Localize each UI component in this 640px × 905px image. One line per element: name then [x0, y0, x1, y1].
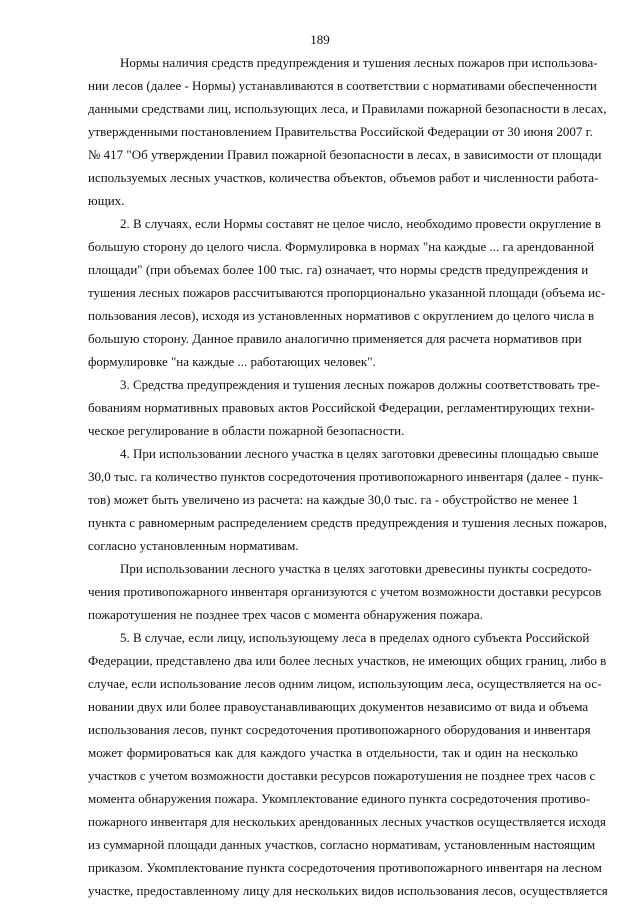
text-line: данными средствами лиц, использующих леса, и Правилами пожарной безопасности в лесах,	[88, 101, 607, 116]
text-line: утвержденными постановлением Правительства Российской Федерации от 30 июня 2007 г.	[88, 124, 593, 139]
text-line: пожарного инвентаря для нескольких арендованных лесных участков осуществляется исходя	[88, 814, 606, 829]
text-line: ющих.	[88, 193, 125, 208]
text-line: большую сторону. Данное правило аналогично применяется для расчета нормативов при	[88, 331, 582, 346]
text-line: тушения лесных пожаров рассчитываются пропорционально указанной площади (объема ис-	[88, 285, 606, 300]
text-line: 30,0 тыс. га количество пунктов сосредоточения противопожарного инвентаря (далее - пунк-	[88, 469, 604, 484]
text-line: 3. Средства предупреждения и тушения лесных пожаров должны соответствовать тре-	[120, 377, 600, 392]
text-line: При использовании лесного участка в целях заготовки древесины пункты сосредото-	[120, 561, 592, 576]
text-line: чения противопожарного инвентаря организуются с учетом возможности доставки ресурсов	[88, 584, 602, 599]
paragraph-3-requirements	[88, 373, 600, 442]
text-line: участков с учетом возможности доставки ресурсов пожаротушения не позднее трех часов с	[88, 768, 596, 783]
document-body	[88, 51, 608, 902]
text-line: может формироваться как для каждого участка в отдельности, так и один на несколько	[88, 745, 578, 760]
text-line: используемых лесных участков, количества объектов, объемов работ и численности работа-	[88, 170, 599, 185]
text-line: новании двух или более правоустанавливающих документов независимо от вида и объема	[88, 699, 589, 714]
text-line: использования лесов, пункт сосредоточения противопожарного оборудования и инвентаря	[88, 722, 591, 737]
page-number: 189	[310, 32, 330, 47]
text-line: 5. В случае, если лицу, использующему леса в пределах одного субъекта Российской	[120, 630, 590, 645]
text-line: 2. В случаях, если Нормы составят не целое число, необходимо провести округление в	[120, 216, 601, 231]
text-line: большую сторону до целого числа. Формулировка в нормах "на каждые ... га арендованной	[88, 239, 595, 254]
text-line: момента обнаружения пожара. Укомплектование единого пункта сосредоточения противо-	[88, 791, 591, 806]
text-line: ческое регулирование в области пожарной безопасности.	[88, 423, 405, 438]
paragraph-4-delivery	[88, 557, 602, 626]
text-line: бованиям нормативных правовых актов Российской Федерации, регламентирующих техни-	[88, 400, 595, 415]
text-line: 4. При использовании лесного участка в целях заготовки древесины площадью свыше	[120, 446, 599, 461]
paragraph-2-rounding	[88, 212, 606, 373]
paragraph-5-multiple-plots	[88, 626, 608, 902]
paragraph-4-wood-harvesting	[88, 442, 608, 557]
text-line: приказом. Укомплектование пункта сосредоточения противопожарного инвентаря на лесном	[88, 860, 602, 875]
text-line: Федерации, представлено два или более лесных участков, не имеющих общих границ, либо в	[88, 653, 607, 668]
text-line: пожаротушения не позднее трех часов с момента обнаружения пожара.	[88, 607, 483, 622]
text-line: формулировке "на каждые ... работающих человек".	[88, 354, 376, 369]
text-line: случае, если использование лесов одним лицом, использующим леса, осуществляется на ос-	[88, 676, 602, 691]
text-line: тов) может быть увеличено из расчета: на каждые 30,0 тыс. га - обустройство не менее 1	[88, 492, 579, 507]
text-line: Нормы наличия средств предупреждения и тушения лесных пожаров при использова-	[120, 55, 598, 70]
text-line: согласно установленным нормативам.	[88, 538, 299, 553]
text-line: пользования лесов), исходя из установленных нормативов с округлением до целого числа в	[88, 308, 595, 323]
text-line: пункта с равномерным распределением средств предупреждения и тушения лесных пожаров,	[88, 515, 608, 530]
text-line: из суммарной площади данных участков, согласно нормативам, установленным настоящим	[88, 837, 596, 852]
text-line: нии лесов (далее - Нормы) устанавливаются в соответствии с нормативами обеспеченности	[88, 78, 597, 93]
paragraph-norms-intro	[88, 51, 607, 212]
text-line: участке, предоставленному лицу для нескольких видов использования лесов, осуществляется	[88, 883, 608, 898]
text-line: площади" (при объемах более 100 тыс. га) означает, что нормы средств предупреждения и	[88, 262, 589, 277]
text-line: № 417 "Об утверждении Правил пожарной безопасности в лесах, в зависимости от площади	[88, 147, 602, 162]
